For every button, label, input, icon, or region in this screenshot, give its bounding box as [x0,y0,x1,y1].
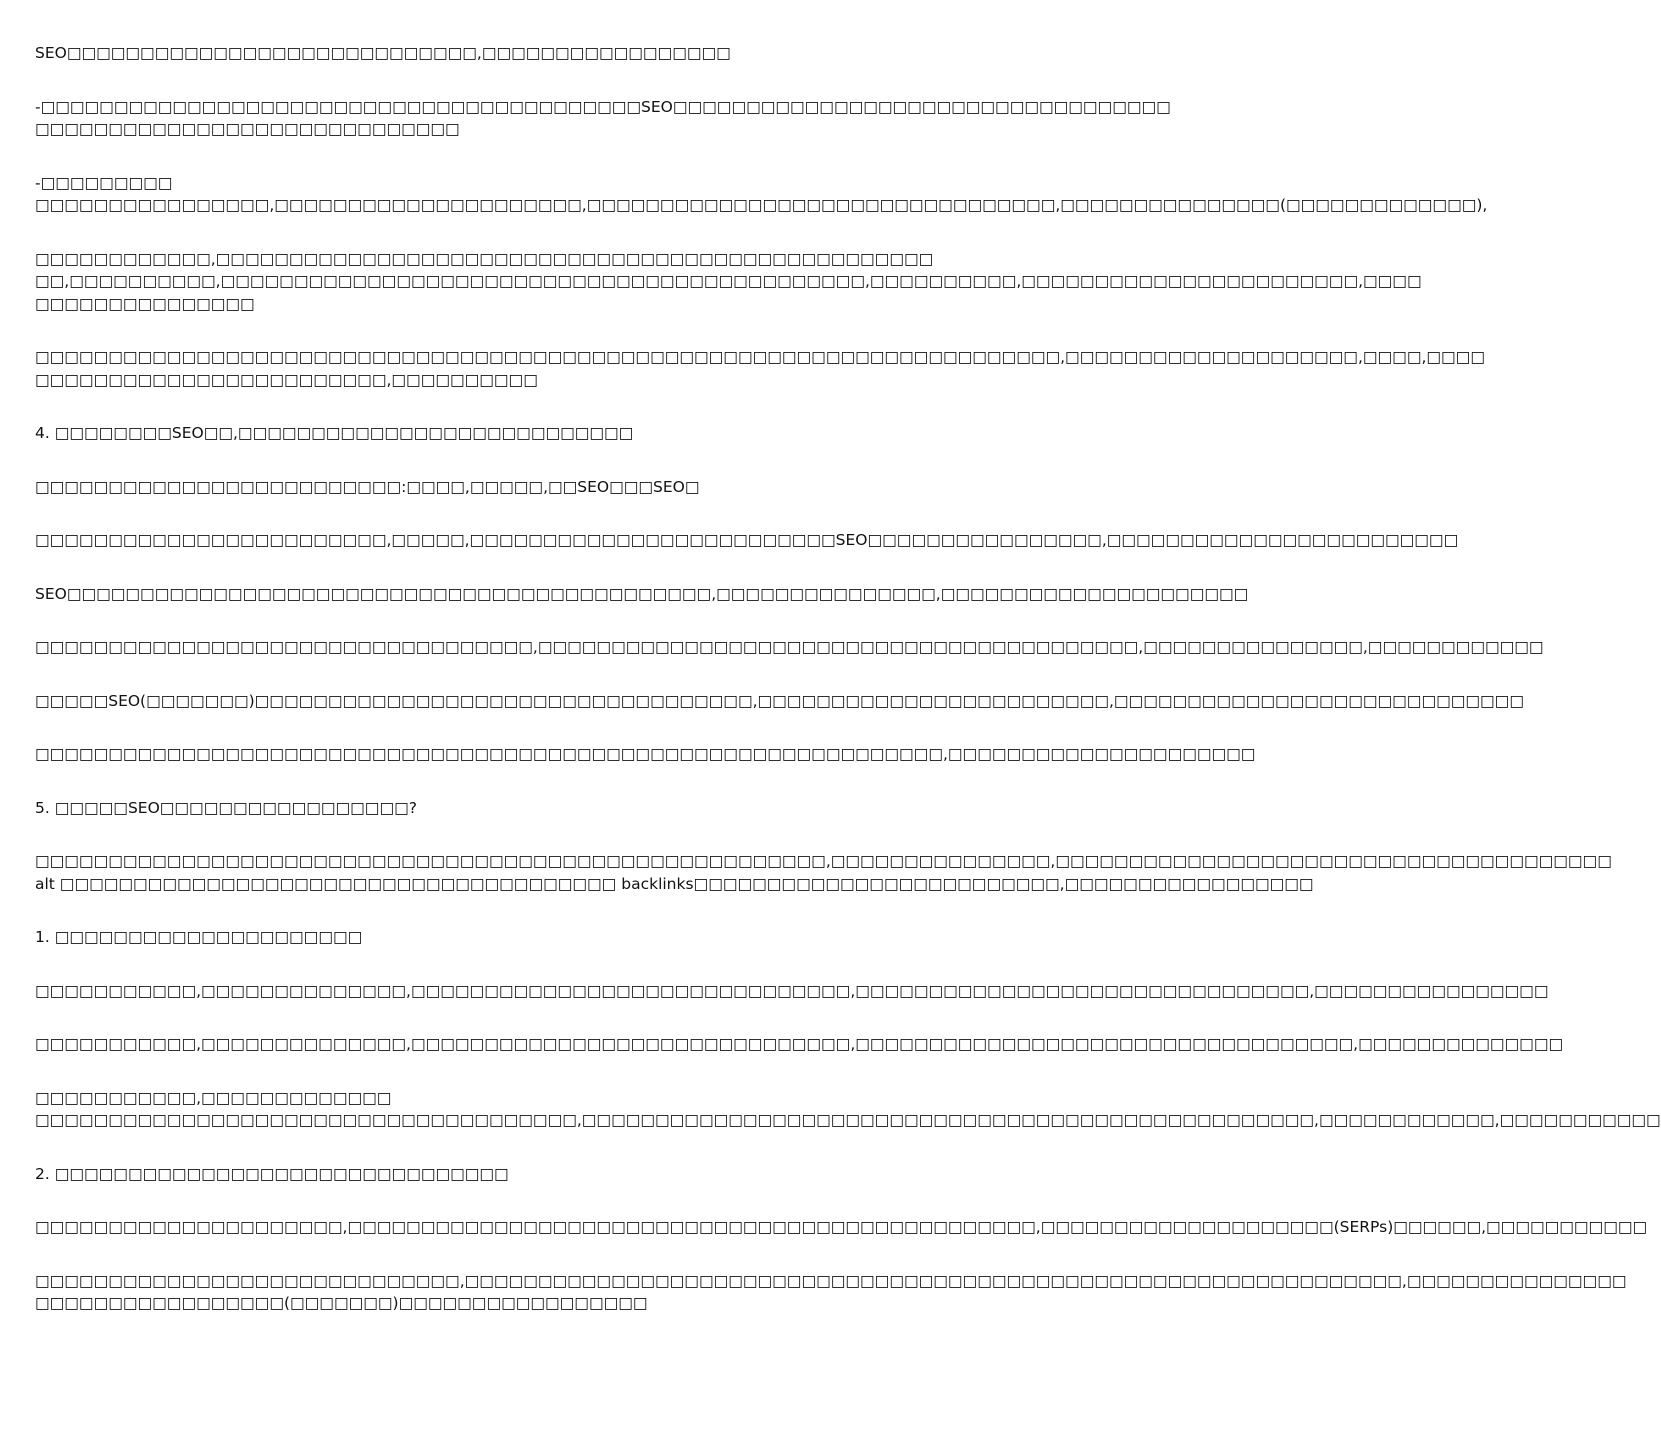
list-heading-2: 2. □□□□□□□□□□□□□□□□□□□□□□□□□□□□□□□ [35,1164,509,1183]
paragraph-9: □□□□□□□□□□□□□□□□□□□□□□□□□□□□□□□□□□,□□□□□□□□□□□□□□□□□□□□□□□□□□□□□□□□□□□□□□□□□,□□□□□□□□□□□□□□□,□□□□□□□□□□□□ [35,638,1544,656]
paragraph-5: □□□□□□□□□□□□□□□□□□□□□□□□□□□□□□□□□□□□□□□□□□□□□□□□□□□□□□□□□□□□□□□□□□□□□□,□□□□□□□□□□□□□□□□□□□□,□□□□,□□□□ □□□□□□□□□□□□□□□□□□□□□□□□,□□□□□□□□□□ [35,348,1485,389]
paragraph-2: -□□□□□□□□□□□□□□□□□□□□□□□□□□□□□□□□□□□□□□□□□SEO□□□□□□□□□□□□□□□□□□□□□□□□□□□□□□□□□□ □□□□□□□□□□□□□□□□□□□□□□□□□□□□□ [35,97,1171,138]
paragraph-13: □□□□□□□□□□□,□□□□□□□□□□□□□□,□□□□□□□□□□□□□□□□□□□□□□□□□□□□□□,□□□□□□□□□□□□□□□□□□□□□□□□□□□□□□□,□□□□□□□□□□□□□□□□ [35,981,1549,1000]
document-body [35,42,1661,1346]
paragraph-16: □□□□□□□□□□□□□□□□□□□□□,□□□□□□□□□□□□□□□□□□□□□□□□□□□□□□□□□□□□□□□□□□□□□□□,□□□□□□□□□□□□□□□□□□□□(SERPs)□□□□□□,□□□□□□□□□□□ [35,1218,1648,1236]
paragraph-3: -□□□□□□□□□ □□□□□□□□□□□□□□□□,□□□□□□□□□□□□□□□□□□□□□,□□□□□□□□□□□□□□□□□□□□□□□□□□□□□□□□,□□□□□□□□□□□□□□□(□□□□□□□□□□□□□), [35,173,1488,214]
section-heading-5: 5. □□□□□SEO□□□□□□□□□□□□□□□□□? [35,798,417,817]
paragraph-15: □□□□□□□□□□□,□□□□□□□□□□□□□ □□□□□□□□□□□□□□□□□□□□□□□□□□□□□□□□□□□□□,□□□□□□□□□□□□□□□□□□□□□□□□□□□□□□□□□□□□□□□□□□□□□□□□□□,□□□□□□□□□□□□,□□□□□□□□□□□ [35,1088,1661,1129]
paragraph-14: □□□□□□□□□□□,□□□□□□□□□□□□□□,□□□□□□□□□□□□□□□□□□□□□□□□□□□□□□,□□□□□□□□□□□□□□□□□□□□□□□□□□□□□□□□□□,□□□□□□□□□□□□□□ [35,1035,1564,1053]
paragraph-8: SEO□□□□□□□□□□□□□□□□□□□□□□□□□□□□□□□□□□□□□□□□□□□□,□□□□□□□□□□□□□□□,□□□□□□□□□□□□□□□□□□□□□ [35,584,1249,603]
paragraph-4: □□□□□□□□□□□□,□□□□□□□□□□□□□□□□□□□□□□□□□□□□□□□□□□□□□□□□□□□□□□□□□ □□,□□□□□□□□□□,□□□□□□□□□□□□□□□□□□□□□□□□□□□□□□□□□□□□□□□□□□□□,□□□□□□□□□□,□□□□□□□□□□□□□□□□□□□□□□□,□□□□ □□□□□□□□□□□□□□□ [35,249,1422,313]
paragraph-10: □□□□□SEO(□□□□□□□)□□□□□□□□□□□□□□□□□□□□□□□□□□□□□□□□□□,□□□□□□□□□□□□□□□□□□□□□□□□,□□□□□□□□□□□□□□□□□□□□□□□□□□□□ [35,691,1524,710]
paragraph-11: □□□□□□□□□□□□□□□□□□□□□□□□□□□□□□□□□□□□□□□□□□□□□□□□□□□□□□□□□□□□□□,□□□□□□□□□□□□□□□□□□□□□ [35,745,1256,763]
paragraph-17: □□□□□□□□□□□□□□□□□□□□□□□□□□□□□,□□□□□□□□□□□□□□□□□□□□□□□□□□□□□□□□□□□□□□□□□□□□□□□□□□□□□□□□□□□□□□□□,□□□□□□□□□□□□□□□ □□□□□□□□□□□□□□□□□(□□□□□□□)□□□□□□□□□□□□□□□□□ [35,1271,1627,1312]
paragraph-7: □□□□□□□□□□□□□□□□□□□□□□□□,□□□□□,□□□□□□□□□□□□□□□□□□□□□□□□□SEO□□□□□□□□□□□□□□□□,□□□□□□□□□□□□□□□□□□□□□□□□ [35,531,1459,549]
list-heading-1: 1. □□□□□□□□□□□□□□□□□□□□□ [35,928,363,946]
paragraph-6: □□□□□□□□□□□□□□□□□□□□□□□□□:□□□□,□□□□□,□□SEO□□□SEO□ [35,477,700,496]
section-heading-4: 4. □□□□□□□□SEO□□,□□□□□□□□□□□□□□□□□□□□□□□□□□□ [35,424,634,442]
paragraph-12: □□□□□□□□□□□□□□□□□□□□□□□□□□□□□□□□□□□□□□□□□□□□□□□□□□□□□□,□□□□□□□□□□□□□□□,□□□□□□□□□□□□□□□□□□□□□□□□□□□□□□□□□□□□□□ alt □□□□□□□□□□□□□□□□□□□□□□□□□□□□□□□□□□□□□□ backlinks□□□□□□□□□□□□□□□□□□□□□□□□□,□□□□□□□□□□□□□□□□□ [35,852,1612,893]
paragraph-1: SEO□□□□□□□□□□□□□□□□□□□□□□□□□□□□,□□□□□□□□□□□□□□□□□ [35,44,731,62]
